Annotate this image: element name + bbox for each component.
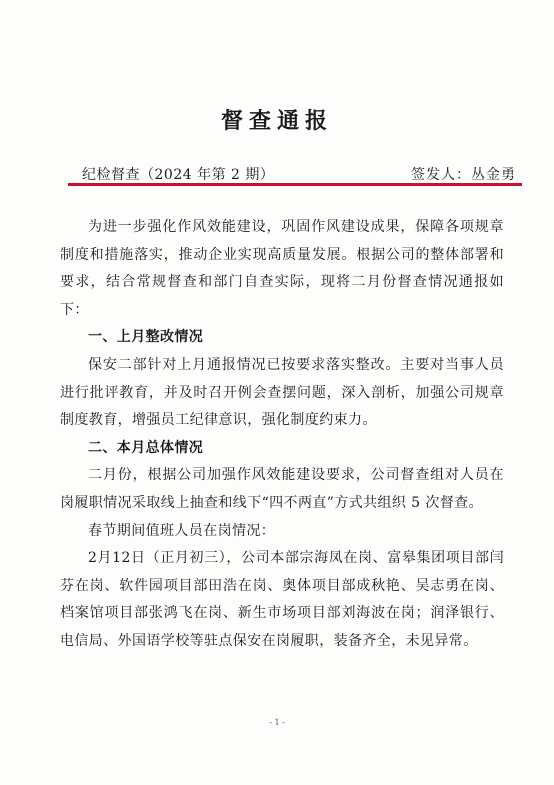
page-number: - 1 - [269, 718, 285, 727]
holiday-detail-paragraph: 2月12日（正月初三），公司本部宗海凤在岗、富皋集团项目部闫芬在岗、软件园项目部田浩在岗、奥体项目部成秋艳、吴志勇在岗、档案馆项目部张鸿飞在岗、新生市场项目部刘海波在岗；润泽银行、电信局、外国语学校等驻点保安在岗履职，装备齐全，未见异常。 [60, 550, 504, 649]
issue-number: 纪检督查（2024 年第 2 期） [82, 167, 275, 183]
signer: 签发人：丛金勇 [411, 167, 516, 183]
document-title: 督查通报 [220, 109, 333, 134]
document-body [60, 214, 504, 656]
section-heading-1: 一、上月整改情况 [88, 329, 204, 346]
red-divider [68, 183, 522, 186]
section-2-paragraph: 二月份，根据公司加强作风效能建设要求，公司督查组对人员在岗履职情况采取线上抽查和线下“四不两直”方式共组织 5 次督查。 [60, 467, 504, 511]
section-1-paragraph: 保安二部针对上月通报情况已按要求落实整改。主要对当事人员进行批评教育，并及时召开例会查摆问题，深入剖析，加强公司规章制度教育，增强员工纪律意识，强化制度约束力。 [60, 356, 504, 429]
intro-paragraph: 为进一步强化作风效能建设，巩固作风建设成果，保障各项规章制度和措施落实，推动企业实现高质量发展。根据公司的整体部署和要求，结合常规督查和部门自查实际，现将二月份督查情况通报如下： [60, 219, 504, 318]
section-heading-2: 二、本月总体情况 [88, 439, 204, 456]
holiday-intro-paragraph: 春节期间值班人员在岗情况： [88, 522, 276, 539]
